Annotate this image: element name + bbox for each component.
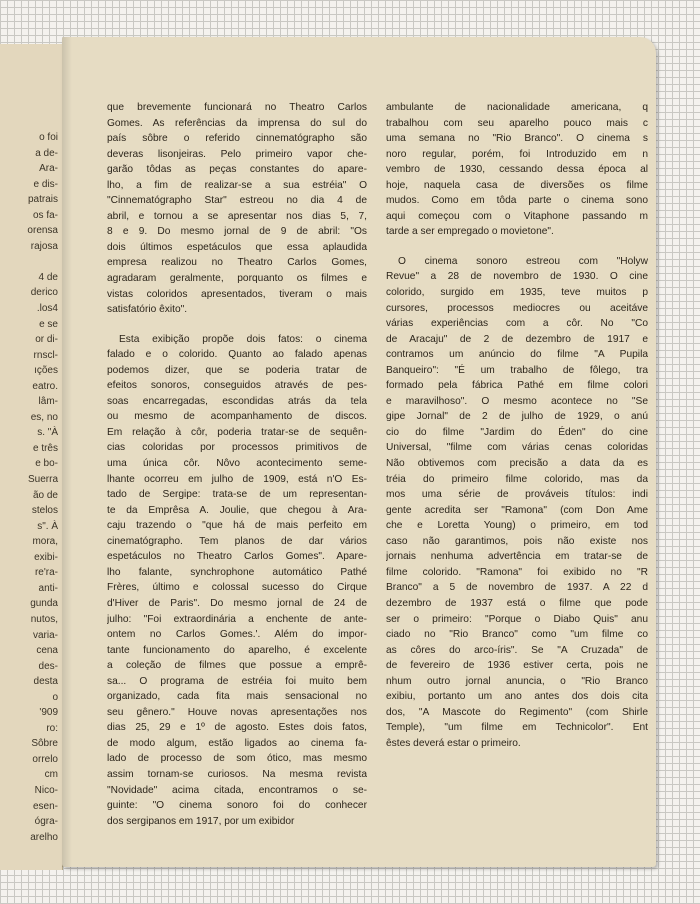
text-line: dos sergipanos em 1917, por um exibidor xyxy=(107,815,295,827)
left-page-fragment: os fa- xyxy=(32,209,58,221)
left-page-fragment xyxy=(27,254,58,270)
left-page-fragment: Ara- xyxy=(39,163,58,175)
text-line: Temple), "um filme em Technicolor". Ent xyxy=(386,722,648,734)
text-line: Branco" a 5 de novembro de 1937. A 22 d xyxy=(386,582,648,594)
left-page-fragment: .los4 xyxy=(36,303,58,315)
left-facing-page xyxy=(0,44,63,870)
text-line: dias 25, 29 e 1º de agosto. Estes dois fatos, xyxy=(107,722,367,734)
text-line: cinematógrapho. Tem planos de dar vários xyxy=(107,535,367,547)
left-page-text-fragments xyxy=(27,130,58,845)
text-line: falado e o colorido. Quanto ao falado apenas xyxy=(107,349,367,361)
text-column-right xyxy=(386,100,648,751)
left-page-fragment: desta xyxy=(33,676,58,688)
text-line: d'Hiver de Paris". Do mesmo jornal de 24 de xyxy=(107,597,367,609)
paragraph xyxy=(386,254,648,752)
text-line: de Aracaju" de 2 de dezembro de 1917 e xyxy=(386,333,648,345)
text-line: jornais nenhuma advertência em tratar-se de xyxy=(386,551,648,563)
text-line: lhante ocorreu em julho de 1909, está n'O Es- xyxy=(107,473,367,485)
text-line: satisfatório êxito". xyxy=(107,304,188,316)
left-page-fragment: o xyxy=(52,691,58,703)
text-column-left xyxy=(107,100,367,829)
text-line: hoje, naquela casa de diversões os filme xyxy=(386,179,648,191)
text-line: mudos. Como em tôda parte o cinema sono xyxy=(386,195,648,207)
text-line: de fevereiro de 1936 estiver certa, pois ne xyxy=(386,660,648,672)
text-line: O cinema sonoro estreou com "Holyw xyxy=(398,255,648,267)
text-line: seu gênero." Houve novas apresentações nos xyxy=(107,706,367,718)
text-line: ciado no "Rio Branco" como "um filme co xyxy=(386,629,648,641)
left-page-fragment: e bo- xyxy=(35,458,58,470)
left-page-fragment: gunda xyxy=(30,598,58,610)
left-page-fragment: varia- xyxy=(32,629,58,641)
left-page-fragment: nutos, xyxy=(30,613,58,625)
text-line: ambulante de nacionalidade americana, q xyxy=(386,102,648,113)
left-page-fragment: Suerra xyxy=(27,474,58,486)
text-line: dezembro de 1937 está o filme que pode xyxy=(386,597,648,609)
left-page-fragment: eatro. xyxy=(32,380,58,392)
text-line: de modo algum, estão ligados ao cinema fa- xyxy=(107,737,367,749)
left-page-fragment: des- xyxy=(38,660,58,672)
text-line: sa... O programa de estréia foi muito bem xyxy=(107,675,367,687)
text-line: Em relação à côr, poderia tratar-se de sequên- xyxy=(107,426,367,438)
text-line: país sôbre o referido cinnematógrapho são xyxy=(107,133,367,145)
text-line: as côres do arco-íris". Se "A Cruzada" de xyxy=(386,644,648,656)
left-page-fragment: ógra- xyxy=(34,816,58,828)
text-line: "Novidade" acima citada, encontramos o se- xyxy=(107,784,367,796)
left-page-fragment: derico xyxy=(30,287,58,299)
text-line: contramos um anúncio do filme "A Pupila xyxy=(386,349,648,361)
left-page-fragment: ão de xyxy=(32,489,58,501)
left-page-fragment: re'ra- xyxy=(34,567,58,579)
left-page-fragment: orrelo xyxy=(32,753,58,765)
left-page-fragment: patrais xyxy=(27,194,58,206)
text-line: guinte: "O cinema sonoro foi do conhecer xyxy=(107,800,367,812)
text-line: Não obtivemos com precisão a data da es xyxy=(386,458,648,470)
text-line: te da Emprêsa A. Joulie, que chegou à Ara- xyxy=(107,504,367,516)
left-page-fragment: ro: xyxy=(46,722,58,734)
paragraph xyxy=(107,332,367,830)
left-page-fragment: cena xyxy=(36,645,58,657)
paragraph xyxy=(107,100,367,318)
text-line: Revue" a 28 de novembro de 1930. O cine xyxy=(386,271,648,283)
text-line: lado de processo de som ótico, mas mesmo xyxy=(107,753,367,765)
text-line: colorido, surgido em 1935, teve muitos p xyxy=(386,287,648,299)
text-line: tréia do primeiro filme colorido, mas da xyxy=(386,473,648,485)
left-page-fragment: e dis- xyxy=(33,178,58,190)
text-line: tante funcionamento do aparelho, é excelente xyxy=(107,644,367,656)
text-line: tado de Sergipe: trata-se de um representan- xyxy=(107,489,367,501)
text-line: gente acredita ser "Ramona" (com Don Ame xyxy=(386,504,648,516)
text-line: êstes deverá estar o primeiro. xyxy=(386,737,521,749)
text-line: gipe Jornal" de 2 de julho de 1929, o anú xyxy=(386,411,648,423)
left-page-fragment: es, no xyxy=(30,411,58,423)
text-line: lho falante, synchrophone automático Pathé xyxy=(107,566,367,578)
document-page xyxy=(62,37,656,867)
text-line: ontem no Carlos Gomes.'. Além do impor- xyxy=(107,629,367,641)
text-line: julho: "Foi extraordinária a enchente de ante- xyxy=(107,613,367,625)
text-line: 8 e 9. Do mesmo jornal de 9 de abril: "Os xyxy=(107,226,367,238)
left-page-fragment: arelho xyxy=(30,831,58,843)
text-line: soas encarregadas, escondidas atrás da tela xyxy=(107,395,367,407)
left-page-fragment: Nico- xyxy=(34,784,58,796)
text-line: podemos dizer, que se poderia tratar de xyxy=(107,364,367,376)
text-line: deveras lisonjeiras. Pelo primeiro vapor che- xyxy=(107,148,367,160)
left-page-fragment: anti- xyxy=(38,582,58,594)
text-line: filme colorido. "Ramona" foi exibido no "R xyxy=(386,566,648,578)
text-line: nhum outro jornal anuncia, o "Rio Branco xyxy=(386,675,648,687)
left-page-fragment: or di- xyxy=(35,334,58,346)
left-page-fragment: exibi- xyxy=(34,551,58,563)
left-page-fragment: e se xyxy=(39,318,58,330)
left-page-fragment: '909 xyxy=(39,707,58,719)
text-line: garão tôdas as peças constantes do apare- xyxy=(107,164,367,176)
text-line: espetáculos no Theatro Carlos Gomes". Apare- xyxy=(107,551,367,563)
text-line: caju trazendo o "que há de mais perfeito em xyxy=(107,520,367,532)
text-line: Banqueiro": "É um trabalho de fôlego, tra xyxy=(386,364,648,376)
left-page-fragment: 4 de xyxy=(38,271,58,283)
text-line: dos, "A Mascote do Regimento" (com Shirle xyxy=(386,706,648,718)
text-line: vistas coloridos apresentados, tiveram o mais xyxy=(107,288,367,300)
text-line: noro regular, porém, foi Introduzido em n xyxy=(386,148,648,160)
left-page-fragment: cm xyxy=(44,769,58,781)
text-line: aqui começou com o Vitaphone passando m xyxy=(386,210,648,222)
text-line: empresa realizou no Theatro Carlos Gomes, xyxy=(107,257,367,269)
text-line: Universal, "filme com várias cenas coloridas xyxy=(386,442,648,454)
text-line: que brevemente funcionará no Theatro Carlos xyxy=(107,102,367,113)
text-line: "Cinnematógrapho Star" estreou no dia 4 de xyxy=(107,195,367,207)
text-line: ou mesmo de acompanhamento de discos. xyxy=(107,411,367,423)
text-line: formado pela fábrica Pathé em filme colori xyxy=(386,380,648,392)
text-line: organizado, cada fita mais sensacional no xyxy=(107,691,367,703)
left-page-fragment: lâm- xyxy=(38,396,58,408)
text-line: e maravilhoso". O mesmo acontece no "Se xyxy=(386,395,648,407)
text-line: cursores, processos mediocres ou aceitáve xyxy=(386,302,648,314)
paragraph-gap xyxy=(107,318,367,332)
text-line: agradaram geralmente, porquanto os filmes e xyxy=(107,273,367,285)
text-line: trabalhou com seu aparelho pouco mais c xyxy=(386,117,648,129)
left-page-fragment: a de- xyxy=(35,147,58,159)
text-line: ser o primeiro: "Porque o Diabo Quis" anu xyxy=(386,613,648,625)
left-page-fragment: Sôbre xyxy=(31,738,58,750)
page-fold-shadow xyxy=(62,37,72,867)
left-page-fragment: stelos xyxy=(31,505,58,517)
text-line: cias coloridas por processos primitivos de xyxy=(107,442,367,454)
text-line: a coleção de filmes que possue a emprê- xyxy=(107,660,367,672)
text-line: cio do filme "Jardim do Éden" do cine xyxy=(386,426,648,438)
text-line: Frères, último e colossal sucesso do Cirque xyxy=(107,582,367,594)
text-line: Esta exibição propõe dois fatos: o cinema xyxy=(119,333,367,345)
text-line: uma semana no "Rio Branco". O cinema s xyxy=(386,133,648,145)
left-page-fragment: rnscl- xyxy=(33,349,58,361)
left-page-fragment: o foi xyxy=(39,132,58,143)
left-page-fragment: orensa xyxy=(27,225,58,237)
left-page-fragment: esen- xyxy=(32,800,58,812)
text-line: abril, e tornou a se apresentar nos dias 5, 7, xyxy=(107,210,367,222)
text-line: caso não garantimos, pois não existe nos xyxy=(386,535,648,547)
left-page-fragment: rajosa xyxy=(30,240,58,252)
text-line: várias experiências com a côr. No "Co xyxy=(386,318,648,330)
left-page-fragment: s". À xyxy=(37,520,58,532)
text-line: che e Loretta Young) o primeiro, em tod xyxy=(386,520,648,532)
text-line: tarde a ser empregado o movietone". xyxy=(386,226,554,238)
text-line: efeitos sonoros, conseguidos através de pes- xyxy=(107,380,367,392)
text-line: exibiu, portanto um ano antes dos dois cita xyxy=(386,691,648,703)
left-page-fragment: mora, xyxy=(32,536,58,548)
paragraph xyxy=(386,100,648,240)
paragraph-gap xyxy=(386,240,648,254)
text-line: lho, a fim de realizar-se a sua estréia" O xyxy=(107,179,367,191)
text-line: assim tornam-se curiosos. Na mesma revista xyxy=(107,768,367,780)
left-page-fragment: s. "À xyxy=(37,427,58,439)
text-line: Gomes. As referências da imprensa do sul do xyxy=(107,117,367,129)
text-line: vembro de 1930, cessando dessa época al xyxy=(386,164,648,176)
text-line: mos uma série de prováveis títulos: indi xyxy=(386,489,648,501)
text-line: uma única côr. Nôvo acontecimento seme- xyxy=(107,458,367,470)
text-line: dois últimos espetáculos que essa aplaudida xyxy=(107,241,367,253)
left-page-fragment: ıções xyxy=(34,365,58,377)
left-page-fragment: e três xyxy=(32,442,58,454)
